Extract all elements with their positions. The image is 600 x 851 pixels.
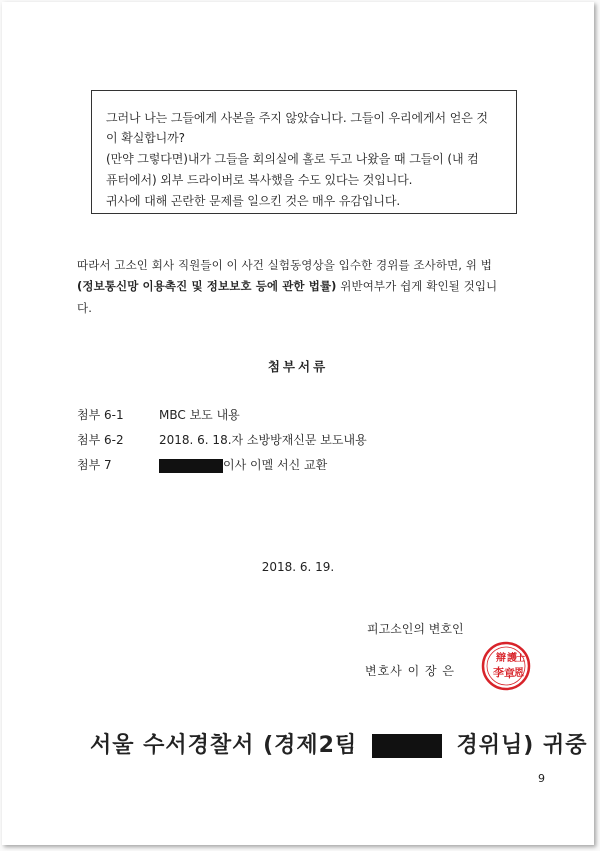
quote-line-4: 퓨터에서) 외부 드라이버로 복사했을 수도 있다는 것입니다. — [106, 173, 413, 187]
recipient-part-2: 경위님) 귀중 — [456, 733, 588, 758]
quote-box — [91, 90, 517, 214]
svg-text:護: 護 — [507, 653, 517, 664]
document-date: 2018. 6. 19. — [261, 560, 335, 574]
svg-text:李: 李 — [493, 666, 504, 679]
body-line-2-rest: 위반여부가 쉽게 확인될 것입니 — [336, 279, 498, 293]
attachment-label: 첨부 7 — [77, 458, 112, 472]
quote-line-3: (만약 그렇다면)내가 그들을 회의실에 홀로 두고 나왔을 때 그들이 (내 컴 — [106, 152, 479, 166]
attachment-text: 2018. 6. 18.자 소방방재신문 보도내용 — [159, 433, 367, 447]
attachment-text: MBC 보도 내용 — [159, 408, 240, 422]
quote-line-5: 귀사에 대해 곤란한 문제를 일으킨 것은 매우 유감입니다. — [106, 194, 401, 208]
document-page — [2, 2, 594, 845]
attachment-text: 이사 이멜 서신 교환 — [223, 458, 328, 472]
body-line-3: 다. — [77, 301, 92, 315]
recipient-part-1: 서울 수서경찰서 (경제2팀 — [90, 733, 358, 758]
svg-text:恩: 恩 — [514, 668, 524, 679]
attachment-label: 첨부 6-2 — [77, 433, 124, 447]
body-line-2 — [77, 278, 497, 294]
signature-role: 피고소인의 변호인 — [367, 622, 464, 636]
recipient-line — [90, 728, 588, 759]
attachment-text-wrap — [159, 456, 327, 473]
svg-text:辯: 辯 — [496, 653, 506, 664]
page-number: 9 — [538, 772, 545, 785]
svg-text:章: 章 — [504, 667, 515, 680]
redaction-bar — [372, 734, 442, 758]
redaction-bar — [159, 459, 223, 473]
law-name: (정보통신망 이용촉진 및 정보보호 등에 관한 법률) — [77, 279, 337, 293]
quote-line-1: 그러나 나는 그들에게 사본을 주지 않았습니다. 그들이 우리에게서 얻은 것 — [106, 111, 488, 125]
svg-text:士: 士 — [516, 654, 526, 664]
attachments-title: 첨부서류 — [267, 359, 329, 374]
lawyer-seal-stamp — [480, 640, 532, 692]
quote-line-2: 이 확실합니까? — [106, 131, 185, 145]
body-line-1: 따라서 고소인 회사 직원들이 이 사건 실험동영상을 입수한 경위를 조사하면, 위 법 — [77, 258, 492, 272]
signature-name: 변호사 이 장 은 — [365, 664, 455, 678]
attachment-label: 첨부 6-1 — [77, 408, 124, 422]
